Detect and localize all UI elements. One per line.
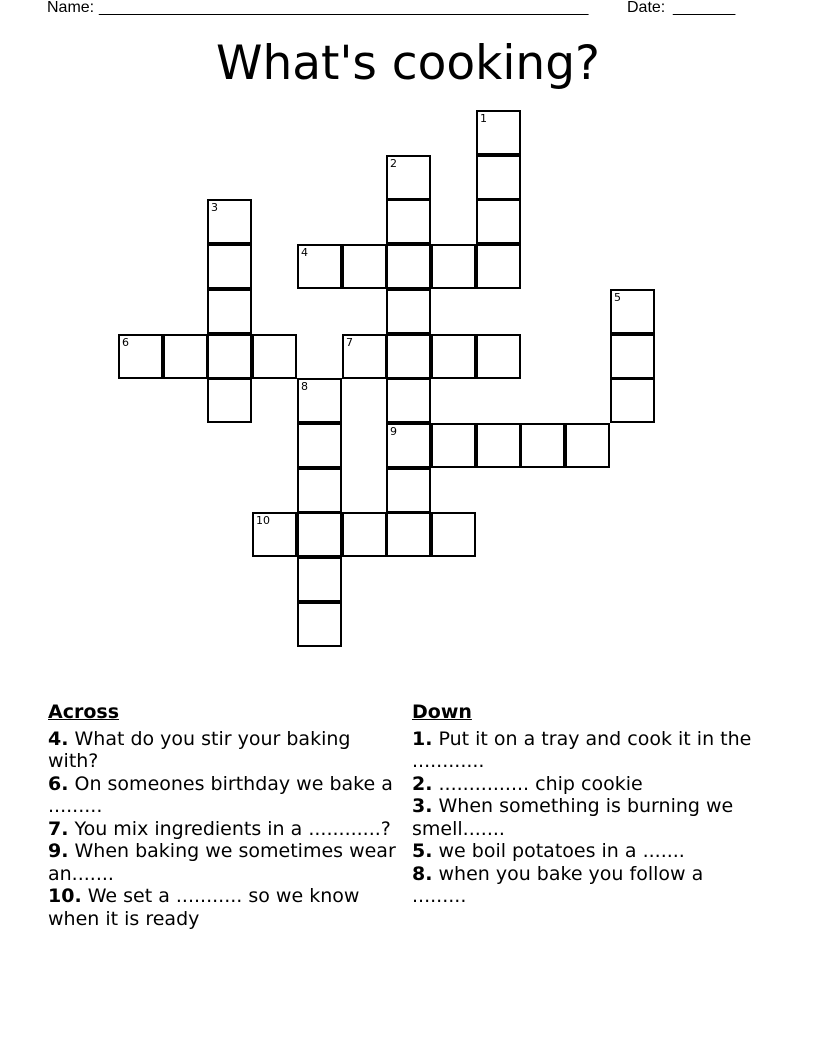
clue-down-1 (412, 728, 762, 773)
date-label: Date: (627, 0, 666, 16)
clue-number-label: 4 (301, 246, 308, 259)
clue-text: when you bake you follow a ......... (412, 862, 704, 907)
name-label: Name: (47, 0, 95, 16)
clue-number: 2. (412, 772, 433, 795)
crossword-cell[interactable] (252, 334, 297, 379)
across-heading: Across (48, 701, 120, 723)
clue-number-label: 9 (390, 425, 397, 438)
clue-text: We set a ........... so we know when it is ready (48, 885, 360, 930)
clue-across-6 (48, 773, 403, 818)
crossword-cell[interactable] (297, 378, 342, 423)
clue-down-2 (412, 773, 762, 796)
crossword-cell[interactable] (431, 334, 476, 379)
crossword-cell[interactable] (252, 512, 297, 557)
crossword-cell[interactable] (342, 244, 387, 289)
across-clues (48, 701, 403, 930)
clue-number-label: 8 (301, 380, 308, 393)
crossword-cell[interactable] (342, 334, 387, 379)
clue-text: When something is burning we smell....... (412, 795, 734, 840)
crossword-cell[interactable] (476, 334, 521, 379)
clue-number: 9. (48, 840, 69, 862)
clue-number: 6. (48, 772, 69, 795)
clue-text: we boil potatoes in a ....... (438, 840, 685, 862)
clue-number: 7. (48, 817, 69, 840)
clue-down-8 (412, 863, 762, 908)
clue-across-10 (48, 885, 403, 930)
crossword-cell[interactable] (386, 244, 431, 289)
clue-across-4 (48, 728, 403, 773)
clue-number-label: 7 (346, 336, 353, 349)
clue-number: 1. (412, 727, 433, 750)
crossword-cell[interactable] (342, 512, 387, 557)
crossword-cell[interactable] (207, 378, 252, 423)
crossword-cell[interactable] (476, 423, 521, 468)
crossword-cell[interactable] (520, 423, 565, 468)
down-clues (412, 701, 762, 908)
crossword-cell[interactable] (610, 378, 655, 423)
crossword-cell[interactable] (565, 423, 610, 468)
crossword-cell[interactable] (386, 423, 431, 468)
clue-number-label: 6 (122, 336, 129, 349)
clue-text: ............... chip cookie (438, 772, 643, 795)
clue-number: 8. (412, 862, 433, 885)
crossword-cell[interactable] (476, 110, 521, 155)
clue-number-label: 1 (480, 112, 487, 125)
crossword-cell[interactable] (476, 244, 521, 289)
crossword-cell[interactable] (297, 468, 342, 513)
clue-across-7 (48, 818, 403, 841)
clue-text: When baking we sometimes wear an....... (48, 840, 396, 885)
crossword-cell[interactable] (207, 244, 252, 289)
date-blank: _______ (673, 0, 736, 16)
crossword-cell[interactable] (476, 155, 521, 200)
crossword-cell[interactable] (386, 512, 431, 557)
crossword-cell[interactable] (386, 199, 431, 244)
name-blank: _______________________________________________________ (99, 0, 589, 16)
crossword-cell[interactable] (431, 423, 476, 468)
down-heading: Down (412, 701, 472, 723)
crossword-cell[interactable] (476, 199, 521, 244)
clue-number: 10. (48, 885, 82, 907)
crossword-cell[interactable] (297, 602, 342, 647)
crossword-cell[interactable] (610, 334, 655, 379)
crossword-cell[interactable] (386, 334, 431, 379)
clue-down-3 (412, 795, 762, 840)
crossword-cell[interactable] (386, 289, 431, 334)
clue-number: 3. (412, 795, 433, 817)
crossword-cell[interactable] (431, 244, 476, 289)
crossword-cell[interactable] (297, 244, 342, 289)
puzzle-title: What's cooking? (215, 36, 601, 91)
clue-text: You mix ingredients in a ............? (74, 817, 391, 840)
clue-text: On someones birthday we bake a ......... (48, 772, 393, 817)
crossword-cell[interactable] (431, 512, 476, 557)
crossword-cell[interactable] (297, 423, 342, 468)
crossword-cell[interactable] (386, 155, 431, 200)
clue-across-9 (48, 840, 403, 885)
crossword-cell[interactable] (386, 378, 431, 423)
clue-down-5 (412, 840, 762, 863)
crossword-cell[interactable] (297, 512, 342, 557)
crossword-cell[interactable] (163, 334, 208, 379)
crossword-cell[interactable] (297, 557, 342, 602)
crossword-cell[interactable] (207, 199, 252, 244)
crossword-cell[interactable] (386, 468, 431, 513)
clue-number-label: 3 (211, 201, 218, 214)
crossword-cell[interactable] (610, 289, 655, 334)
crossword-cell[interactable] (118, 334, 163, 379)
crossword-cell[interactable] (207, 334, 252, 379)
crossword-cell[interactable] (207, 289, 252, 334)
clue-text: What do you stir your baking with? (48, 727, 351, 772)
clue-number: 5. (412, 840, 433, 862)
clue-text: Put it on a tray and cook it in the ............ (412, 727, 752, 772)
clue-number-label: 5 (614, 291, 621, 304)
clue-number-label: 2 (390, 157, 397, 170)
clue-number-label: 10 (256, 514, 270, 527)
clue-number: 4. (48, 727, 69, 750)
